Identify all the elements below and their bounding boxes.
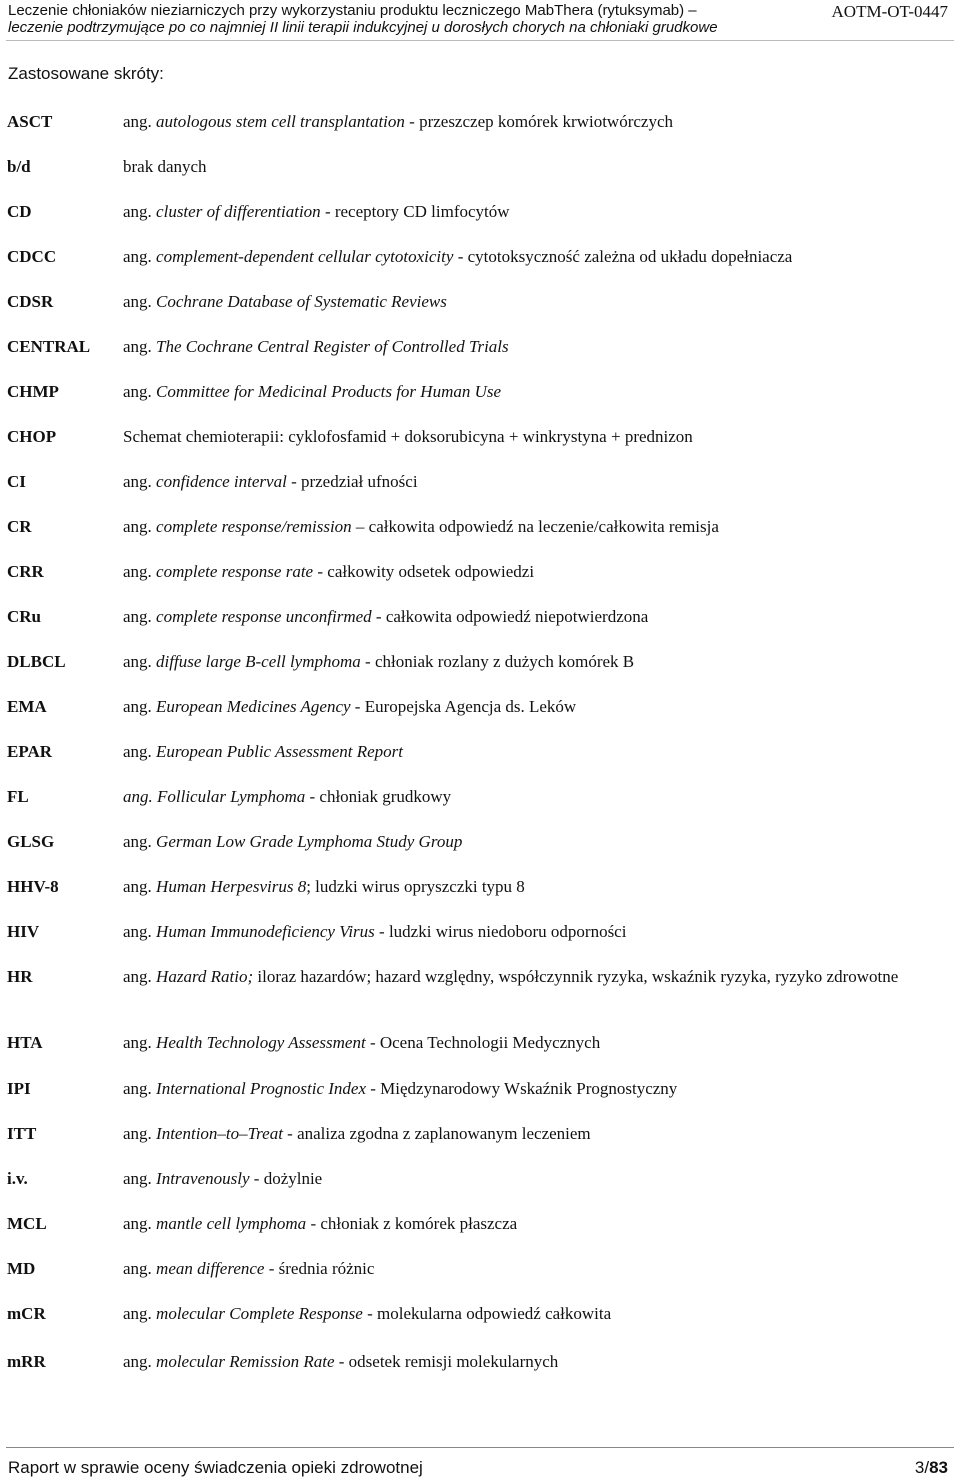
definition-prefix: ang.: [123, 202, 157, 221]
definition-polish: - cytotoksyczność zależna od układu dopełniacza: [453, 247, 793, 266]
section-title: Zastosowane skróty:: [8, 64, 164, 83]
definition-english-term: confidence interval: [156, 472, 287, 491]
abbreviation-term: CHMP: [7, 382, 59, 401]
abbreviation-term: ASCT: [7, 112, 53, 131]
abbreviation-term: CHOP: [7, 427, 57, 446]
definition-english-term: autologous stem cell transplantation: [156, 112, 405, 131]
abbreviation-term: ITT: [7, 1124, 37, 1143]
definition-prefix: ang.: [123, 247, 157, 266]
definition-polish: - dożylnie: [249, 1169, 323, 1188]
running-header: [8, 2, 808, 36]
abbreviation-definition: [123, 291, 955, 313]
total-pages: 83: [929, 1458, 948, 1477]
abbreviation-term: CD: [7, 202, 32, 221]
abbreviation-definition: [123, 1168, 955, 1190]
abbreviation-definition: [123, 1213, 955, 1235]
definition-polish: - chłoniak grudkowy: [305, 787, 452, 806]
abbreviation-definition: [123, 156, 955, 178]
page-number: 3/83: [914, 1458, 948, 1477]
abbreviation-term: i.v.: [7, 1169, 28, 1188]
definition-polish: - ludzki wirus niedoboru odporności: [374, 922, 627, 941]
abbreviation-definition: [123, 246, 955, 268]
abbreviation-definition: [123, 966, 955, 988]
definition-english-term: complete response unconfirmed: [156, 607, 372, 626]
abbreviation-term: MCL: [7, 1214, 47, 1233]
abbreviation-term: CRu: [7, 607, 42, 626]
definition-prefix: ang.: [123, 1033, 157, 1052]
abbreviation-term: EMA: [7, 697, 47, 716]
definition-english-term: molecular Remission Rate: [156, 1352, 335, 1371]
abbreviation-definition: [123, 741, 955, 763]
definition-english-term: German Low Grade Lymphoma Study Group: [156, 832, 463, 851]
footer-divider: [6, 1447, 954, 1448]
document-code: AOTM-OT-0447: [831, 2, 948, 21]
definition-prefix: ang.: [123, 832, 157, 851]
definition-english-term: Intention–to–Treat: [156, 1124, 283, 1143]
definition-english-term: Committee for Medicinal Products for Human Use: [156, 382, 502, 401]
abbreviation-definition: [123, 606, 955, 628]
abbreviation-definition: [123, 336, 955, 358]
definition-polish: - molekularna odpowiedź całkowita: [362, 1304, 612, 1323]
definition-prefix: ang.: [123, 112, 157, 131]
definition-english-term: mantle cell lymphoma: [156, 1214, 307, 1233]
abbreviation-definition: [123, 876, 955, 898]
abbreviation-definition: [123, 561, 955, 583]
abbreviation-term: GLSG: [7, 832, 55, 851]
definition-polish: - odsetek remisji molekularnych: [334, 1352, 559, 1371]
definition-prefix: ang.: [123, 1169, 157, 1188]
abbreviation-term: CR: [7, 517, 32, 536]
definition-english-term: Cochrane Database of Systematic Reviews: [156, 292, 447, 311]
abbreviation-term: CDSR: [7, 292, 54, 311]
abbreviation-term: HIV: [7, 922, 40, 941]
abbreviation-definition: [123, 381, 955, 403]
definition-polish: - całkowity odsetek odpowiedzi: [313, 562, 535, 581]
abbreviation-definition: [123, 1303, 955, 1325]
definition-polish: - chłoniak rozlany z dużych komórek B: [360, 652, 635, 671]
definition-prefix: ang.: [123, 877, 157, 896]
definition-english-term: Intravenously: [156, 1169, 250, 1188]
abbreviation-definition: [123, 1351, 955, 1373]
abbreviation-definition: [123, 921, 955, 943]
definition-english-term: European Public Assessment Report: [156, 742, 403, 761]
definition-polish: - analiza zgodna z zaplanowanym leczeniem: [282, 1124, 591, 1143]
definition-prefix: ang.: [123, 517, 157, 536]
abbreviation-term: mCR: [7, 1304, 46, 1323]
definition-prefix: ang.: [123, 1352, 157, 1371]
abbreviation-term: b/d: [7, 157, 31, 176]
footer-title: Raport w sprawie oceny świadczenia opieki zdrowotnej: [8, 1458, 423, 1477]
abbreviation-definition: [123, 831, 955, 853]
definition-prefix: ang.: [123, 1214, 157, 1233]
definition-english-term: International Prognostic Index: [156, 1079, 366, 1098]
definition-english-term: cluster of differentiation: [156, 202, 321, 221]
definition-prefix: ang.: [123, 1304, 157, 1323]
definition-english-term: Hazard Ratio;: [156, 967, 254, 986]
abbreviation-term: MD: [7, 1259, 36, 1278]
abbreviation-term: IPI: [7, 1079, 31, 1098]
abbreviation-definition: [123, 1032, 955, 1054]
definition-prefix: ang.: [123, 1079, 157, 1098]
definition-english-term: mean difference: [156, 1259, 265, 1278]
definition-prefix: ang.: [123, 922, 157, 941]
abbreviation-term: mRR: [7, 1352, 46, 1371]
definition-english-term: European Medicines Agency: [156, 697, 351, 716]
definition-prefix: ang.: [123, 652, 157, 671]
definition-prefix: ang.: [123, 382, 157, 401]
abbreviation-definition: [123, 696, 955, 718]
abbreviation-term: EPAR: [7, 742, 53, 761]
definition-english-term: complete response/remission: [156, 517, 352, 536]
abbreviation-definition: [123, 516, 955, 538]
header-title: Leczenie chłoniaków nieziarniczych przy wykorzystaniu produktu leczniczego MabThera (rytuksymab) –: [8, 2, 697, 19]
definition-polish: - przeszczep komórek krwiotwórczych: [404, 112, 674, 131]
definition-polish: - Europejska Agencja ds. Leków: [350, 697, 577, 716]
definition-polish: - Ocena Technologii Medycznych: [365, 1033, 601, 1052]
definition-prefix: ang.: [123, 292, 157, 311]
abbreviation-term: CENTRAL: [7, 337, 91, 356]
abbreviation-term: HHV-8: [7, 877, 59, 896]
abbreviation-term: CRR: [7, 562, 44, 581]
definition-english-term: complete response rate: [156, 562, 314, 581]
abbreviation-definition: [123, 1123, 955, 1145]
header-divider: [6, 40, 954, 41]
definition-polish: - Międzynarodowy Wskaźnik Prognostyczny: [366, 1079, 678, 1098]
definition-polish: - przedział ufności: [286, 472, 418, 491]
definition-prefix: ang.: [123, 1124, 157, 1143]
abbreviation-definition: [123, 1258, 955, 1280]
abbreviation-term: FL: [7, 787, 29, 806]
abbreviation-term: CI: [7, 472, 26, 491]
definition-prefix: ang.: [123, 607, 157, 626]
definition-prefix: ang.: [123, 472, 157, 491]
definition-english-term: diffuse large B-cell lymphoma: [156, 652, 361, 671]
definition-polish: iloraz hazardów; hazard względny, współczynnik ryzyka, wskaźnik ryzyka, ryzyko zdrowotne: [253, 967, 899, 986]
definition-english-term: ang. Follicular Lymphoma: [123, 787, 306, 806]
definition-prefix: ang.: [123, 337, 157, 356]
abbreviation-definition: [123, 1078, 955, 1100]
definition-polish: ; ludzki wirus opryszczki typu 8: [306, 877, 525, 896]
abbreviation-definition: [123, 471, 955, 493]
definition-prefix: ang.: [123, 697, 157, 716]
abbreviation-term: HR: [7, 967, 33, 986]
abbreviation-definition: [123, 786, 955, 808]
header-subtitle: leczenie podtrzymujące po co najmniej II linii terapii indukcyjnej u dorosłych chorych na chłoniaki grudkowe: [8, 19, 718, 36]
abbreviation-definition: [123, 426, 955, 448]
definition-prefix: ang.: [123, 967, 157, 986]
definition-prefix: brak danych: [123, 157, 207, 176]
definition-polish: - receptory CD limfocytów: [320, 202, 510, 221]
current-page: 3: [914, 1458, 925, 1477]
abbreviation-definition: [123, 651, 955, 673]
definition-polish: - chłoniak z komórek płaszcza: [306, 1214, 518, 1233]
definition-english-term: The Cochrane Central Register of Controlled Trials: [156, 337, 509, 356]
definition-prefix: ang.: [123, 562, 157, 581]
abbreviation-definition: [123, 201, 955, 223]
definition-polish: - całkowita odpowiedź niepotwierdzona: [371, 607, 649, 626]
definition-prefix: Schemat chemioterapii: cyklofosfamid + doksorubicyna + winkrystyna + prednizon: [123, 427, 693, 446]
definition-english-term: Health Technology Assessment: [156, 1033, 366, 1052]
abbreviation-term: CDCC: [7, 247, 57, 266]
definition-prefix: ang.: [123, 742, 157, 761]
definition-english-term: complement-dependent cellular cytotoxicity: [156, 247, 454, 266]
definition-polish: - średnia różnic: [264, 1259, 375, 1278]
abbreviation-definition: [123, 111, 955, 133]
definition-english-term: molecular Complete Response: [156, 1304, 363, 1323]
abbreviation-term: HTA: [7, 1033, 43, 1052]
definition-polish: – całkowita odpowiedź na leczenie/całkowita remisja: [351, 517, 719, 536]
definition-english-term: Human Herpesvirus 8: [156, 877, 307, 896]
definition-english-term: Human Immunodeficiency Virus: [156, 922, 375, 941]
definition-prefix: ang.: [123, 1259, 157, 1278]
abbreviation-term: DLBCL: [7, 652, 66, 671]
